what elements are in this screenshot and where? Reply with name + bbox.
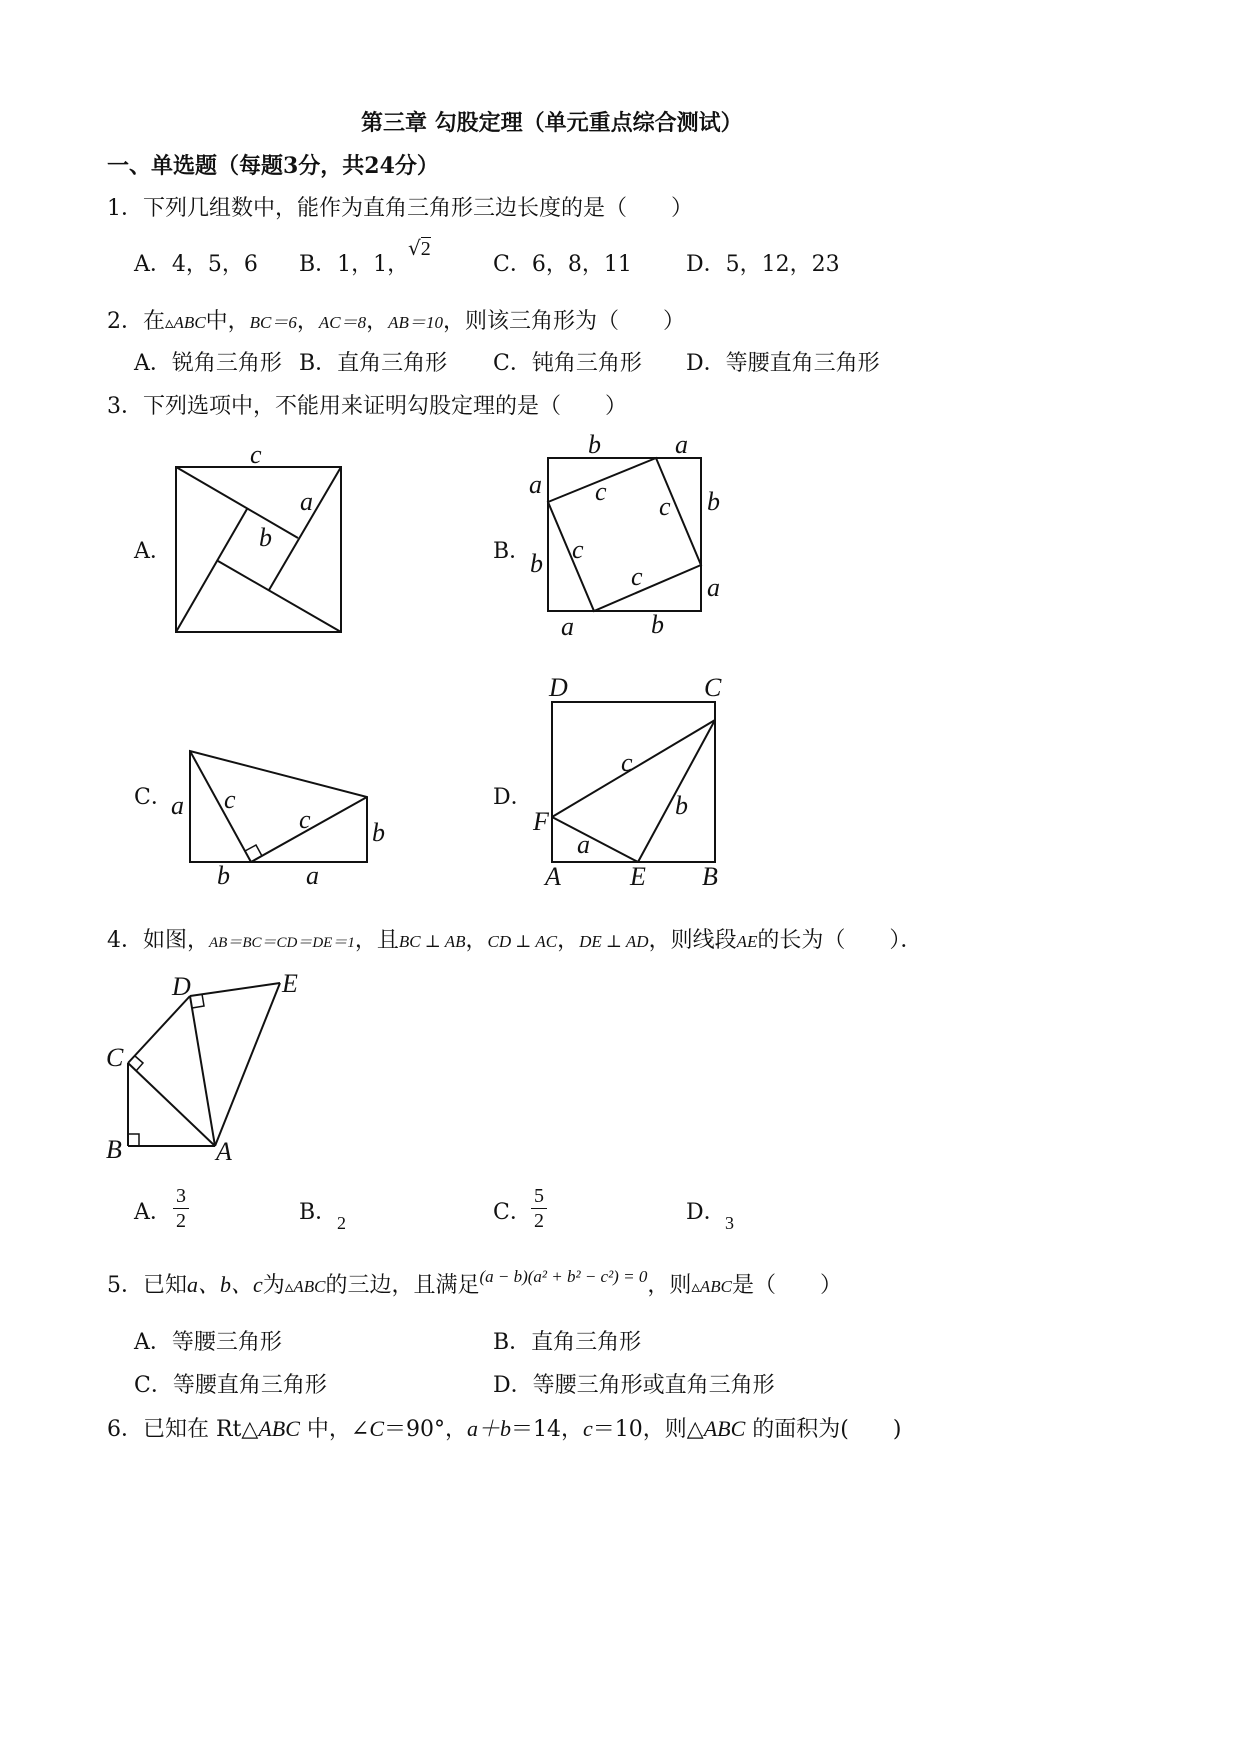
label-b: b [651, 610, 664, 639]
q4-perp-1: BC ⊥ AB [398, 932, 466, 951]
label-B: B [106, 1135, 122, 1164]
q6-abc: ABC [258, 1416, 300, 1441]
q3-stem: 3．下列选项中，不能用来证明勾股定理的是（ ） [107, 394, 627, 419]
label-c: c [299, 805, 311, 834]
q1-option-a[interactable]: A．4，5，6 [134, 252, 258, 277]
q4-number: 4．如图， [107, 928, 209, 953]
label-a: a [171, 791, 184, 820]
q2-tail: ，则该三角形为（ ） [442, 309, 685, 334]
q4-tail: 的长为（ ）． [757, 928, 923, 953]
label-a: a [577, 830, 590, 859]
q2-text: 中， [205, 309, 250, 334]
q3-option-c[interactable]: C． [134, 785, 173, 810]
q4-equation: AB＝BC＝CD＝DE＝1 [209, 935, 355, 951]
q2-option-c[interactable]: C．钝角三角形 [493, 351, 642, 376]
label-b: b [372, 818, 385, 847]
page-title: 第三章 勾股定理（单元重点综合测试） [361, 110, 743, 136]
q5-vars: a、b、c [187, 1272, 263, 1297]
q2-ac: AC＝8 [318, 313, 367, 332]
q5-text: 为 [262, 1273, 285, 1298]
fraction-bar [531, 1208, 547, 1209]
q4-option-b-value: 2 [337, 1213, 346, 1233]
q1-option-d[interactable]: D．5，12，23 [686, 252, 840, 277]
q5-option-c[interactable]: C．等腰直角三角形 [134, 1373, 327, 1398]
label-a: a [561, 612, 574, 641]
q2-ab: AB＝10 [388, 313, 443, 332]
q2-option-a[interactable]: A．锐角三角形 [134, 351, 282, 376]
segment-da [190, 996, 215, 1146]
section-heading: 一、单选题（每题3分，共24分） [107, 153, 439, 179]
triangle-symbol: ▵ [165, 313, 174, 333]
q5-stem [107, 1267, 843, 1298]
q4-sep: ， [465, 928, 488, 953]
q5-triangle-name: ABC [293, 1277, 326, 1296]
q4-option-d[interactable]: D． [686, 1200, 726, 1225]
q4-option-d-value: 3 [725, 1213, 734, 1233]
triangle-symbol: ▵ [691, 1277, 700, 1297]
label-b: b [588, 430, 601, 459]
label-F: F [533, 807, 549, 836]
q5-text: 的三边，且满足 [325, 1273, 480, 1298]
q1-option-b-radicand: 2 [420, 238, 431, 260]
q6-a-plus-b: a＋b [467, 1416, 512, 1441]
q4-option-c-fraction [531, 1186, 547, 1231]
q3-option-b[interactable]: B． [493, 539, 532, 564]
q3-option-d[interactable]: D． [493, 785, 533, 810]
label-C: C [704, 673, 722, 702]
q6-text: 6．已知在 Rt△ [107, 1417, 259, 1442]
q6-tail: 的面积为( ) [745, 1417, 902, 1442]
label-b: b [530, 549, 543, 578]
q2-number: 2．在 [107, 309, 165, 334]
q6-stem [107, 1418, 901, 1441]
label-E: E [282, 969, 298, 998]
numerator: 3 [176, 1185, 186, 1207]
q4-perp-3: DE ⊥ AD [579, 932, 649, 951]
q2-sep: ， [296, 309, 319, 334]
label-c: c [572, 535, 584, 564]
q6-text: ＝90°， [384, 1417, 468, 1442]
q4-option-a[interactable]: A． [134, 1200, 172, 1225]
q4-option-c[interactable]: C． [493, 1200, 532, 1225]
q5-option-d[interactable]: D．等腰三角形或直角三角形 [493, 1373, 775, 1398]
label-c: c [621, 748, 633, 777]
segment-de [190, 983, 280, 996]
q5-option-a[interactable]: A．等腰三角形 [134, 1330, 282, 1355]
label-c: c [595, 477, 607, 506]
fraction-bar [173, 1208, 189, 1209]
label-A: A [216, 1137, 232, 1166]
label-b: b [217, 861, 230, 890]
label-c: c [631, 562, 643, 591]
label-b: b [675, 791, 688, 820]
label-B: B [702, 862, 718, 891]
q2-option-b[interactable]: B．直角三角形 [299, 351, 448, 376]
segment-ca [128, 1063, 215, 1146]
q6-text: 中，∠ [299, 1417, 370, 1442]
triangle-symbol: ▵ [284, 1277, 294, 1297]
q2-option-d[interactable]: D．等腰直角三角形 [686, 351, 880, 376]
q5-triangle-name: ABC [699, 1277, 732, 1296]
q3-option-a[interactable]: A． [134, 539, 172, 564]
label-a: a [675, 430, 688, 459]
q4-perp-2: CD ⊥ AC [487, 932, 558, 951]
q2-sep: ， [366, 309, 389, 334]
q2-triangle-name: ABC [173, 313, 206, 332]
q6-text: ＝10，则△ [592, 1417, 704, 1442]
label-A: A [545, 862, 561, 891]
label-C: C [106, 1043, 124, 1072]
segment-ea [215, 983, 280, 1146]
q4-option-a-fraction [173, 1186, 189, 1231]
segment-cd [128, 996, 190, 1063]
label-D: D [172, 972, 191, 1001]
label-a: a [707, 573, 720, 602]
denominator: 2 [176, 1210, 186, 1232]
q2-bc: BC＝6 [249, 313, 297, 332]
q4-ae: AE [736, 932, 758, 951]
right-angle-mark-b [128, 1134, 139, 1146]
q5-equation: (a − b)(a² + b² − c²) = 0 [479, 1267, 648, 1286]
q5-option-b[interactable]: B．直角三角形 [493, 1330, 642, 1355]
q5-number: 5．已知 [107, 1273, 187, 1298]
label-c: c [224, 785, 236, 814]
label-a: a [300, 487, 313, 516]
q5-tail: 是（ ） [732, 1273, 843, 1298]
q4-sep: ， [557, 928, 580, 953]
label-a: a [529, 470, 542, 499]
label-c: c [250, 440, 262, 469]
q6-c: c [583, 1416, 593, 1441]
q4-text: ，且 [354, 928, 399, 953]
q4-text: ，则线段 [648, 928, 737, 953]
label-c: c [659, 492, 671, 521]
q6-abc: ABC [703, 1416, 746, 1441]
label-a: a [306, 861, 319, 890]
numerator: 5 [534, 1185, 544, 1207]
label-b: b [259, 523, 272, 552]
label-E: E [630, 862, 646, 891]
right-angle-mark-c [135, 1056, 143, 1071]
label-b: b [707, 487, 720, 516]
q6-text: ＝14， [511, 1417, 584, 1442]
label-D: D [549, 673, 568, 702]
q1-option-c[interactable]: C．6，8，11 [493, 252, 632, 277]
q1-option-b[interactable]: B．1，1， [299, 252, 410, 277]
radical-sign: √ [408, 236, 421, 260]
denominator: 2 [534, 1210, 544, 1232]
q5-text: ，则 [647, 1273, 692, 1298]
q4-option-b[interactable]: B． [299, 1200, 338, 1225]
q6-angle-c: C [369, 1416, 385, 1441]
q1-stem: 1．下列几组数中，能作为直角三角形三边长度的是（ ） [107, 196, 693, 221]
